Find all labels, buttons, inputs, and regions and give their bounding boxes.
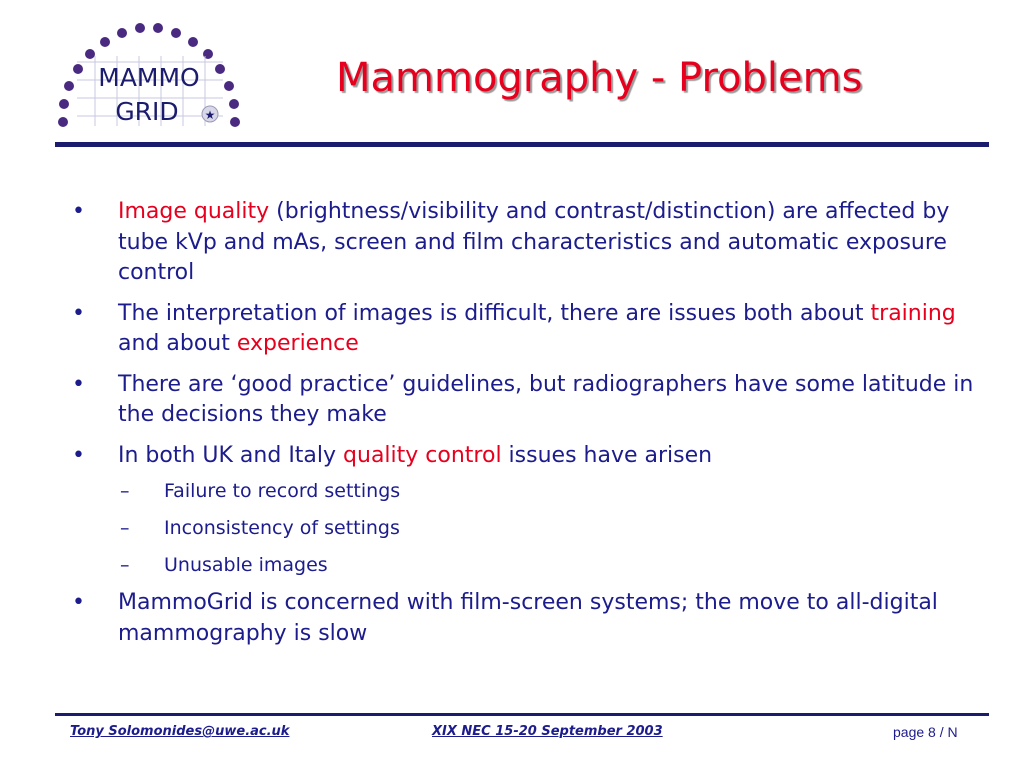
sub-item-text: Inconsistency of settings: [164, 517, 400, 539]
bullet-text: issues have arisen: [501, 442, 713, 468]
logo-star-icon: [202, 106, 218, 122]
header-divider: [55, 142, 989, 147]
svg-text:★: ★: [204, 108, 216, 122]
footer-author-email: Tony Solomonides@uwe.ac.uk: [70, 724, 290, 739]
sub-dash: –: [120, 517, 130, 539]
highlight-text: Image quality: [118, 199, 270, 224]
sub-item-inconsistency: [66, 514, 976, 542]
mammogrid-logo-graphic: [55, 22, 245, 134]
sub-item-text: Unusable images: [164, 554, 328, 576]
bullet-dot: •: [72, 371, 85, 397]
bullet-dot: •: [72, 442, 85, 468]
logo-text-mammo: MAMMO: [98, 63, 200, 92]
page-title: Mammography - Problems: [336, 55, 863, 101]
bullet-item-quality-control: [66, 441, 976, 472]
highlight-text: training: [870, 300, 956, 326]
footer-event: XIX NEC 15-20 September 2003: [432, 724, 663, 739]
bullet-item-film-screen: [66, 588, 976, 649]
bullet-list: [66, 197, 976, 659]
footer-divider: [55, 713, 989, 716]
bullet-text: The interpretation of images is difficult, there are issues both about: [118, 300, 871, 326]
sub-item-unusable-images: [66, 551, 976, 579]
bullet-dot: •: [72, 300, 85, 326]
bullet-text: MammoGrid is concerned with film-screen systems; the move to all-digital mammography is slow: [118, 590, 938, 646]
bullet-text: There are ‘good practice’ guidelines, but radiographers have some latitude in the decisions they make: [118, 371, 974, 427]
sub-dash: –: [120, 480, 130, 502]
bullet-item-interpretation: [66, 299, 976, 360]
footer-page-number: page 8 / N: [893, 724, 958, 740]
bullet-text: (brightness/visibility and contrast/distinction) are affected by tube kVp and mAs, screen and film characteristics and automatic exposure control: [118, 199, 950, 285]
highlight-text: quality control: [343, 442, 502, 468]
bullet-text: In both UK and Italy: [118, 442, 344, 468]
bullet-dot: •: [72, 199, 85, 224]
bullet-text: and about: [118, 331, 237, 356]
sub-item-failure-to-record: [66, 477, 976, 505]
sub-item-text: Failure to record settings: [164, 480, 401, 502]
bullet-item-guidelines: [66, 370, 976, 431]
bullet-item-image-quality: [66, 197, 976, 289]
highlight-text: experience: [236, 331, 359, 356]
logo-text-grid: GRID: [115, 97, 179, 126]
mammogrid-logo: [55, 22, 245, 134]
sub-dash: –: [120, 554, 130, 576]
bullet-dot: •: [72, 590, 85, 615]
